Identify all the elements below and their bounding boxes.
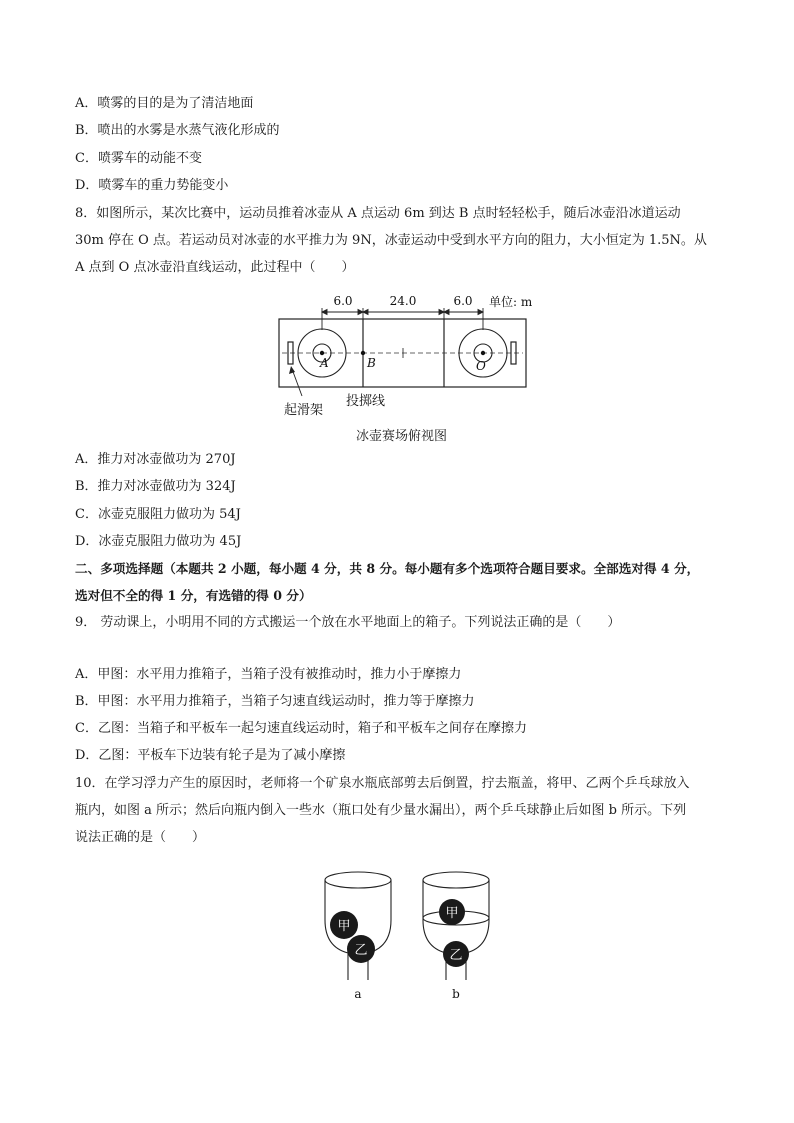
q9-option-c: C．乙图：当箱子和平板车一起匀速直线运动时，箱子和平板车之间存在摩擦力 <box>75 721 527 736</box>
point-o-label: O <box>476 359 486 373</box>
bottle-b-rim <box>423 872 489 888</box>
label-a: a <box>354 987 362 1001</box>
q9-option-d: D．乙图：平板车下边装有轮子是为了减小摩擦 <box>75 748 346 763</box>
q8-stem-line1: 8．如图所示，某次比赛中，运动员推着冰壶从 A 点运动 6m 到达 B 点时轻轻松手，随后冰壶沿冰道运动 <box>75 206 681 221</box>
ball-jia-b-label: 甲 <box>445 906 459 921</box>
q7-option-a: A．喷雾的目的是为了清洁地面 <box>75 96 254 111</box>
bottle-a <box>325 872 391 1001</box>
q9-option-b: B．甲图：水平用力推箱子，当箱子匀速直线运动时，推力等于摩擦力 <box>75 694 475 709</box>
q8-figure-caption: 冰壶赛场俯视图 <box>356 429 448 444</box>
section2-header-line2: 选对但不全的得 1 分，有选错的得 0 分） <box>75 588 312 603</box>
bottle-diagram <box>315 865 505 1005</box>
point-b-dot <box>361 351 365 355</box>
start-block-label: 起滑架 <box>284 403 324 418</box>
q10-stem-line1: 10．在学习浮力产生的原因时，老师将一个矿泉水瓶底部剪去后倒置，拧去瓶盖，将甲、乙两个乒乓球放入 <box>75 776 690 791</box>
start-pointer-head <box>289 366 295 374</box>
q7-option-d: D．喷雾车的重力势能变小 <box>75 178 229 193</box>
q9-option-a: A．甲图：水平用力推箱子，当箱子没有被推动时，推力小于摩擦力 <box>75 667 462 682</box>
q10-stem-line2: 瓶内，如图 a 所示；然后向瓶内倒入一些水（瓶口处有少量水漏出），两个乒乓球静止后如图 b 所示。下列 <box>75 803 687 818</box>
start-pointer-line <box>292 369 302 396</box>
q8-option-a: A．推力对冰壶做功为 270J <box>75 452 236 467</box>
label-b: b <box>452 987 460 1001</box>
ball-yi-b-label: 乙 <box>449 948 463 963</box>
q7-option-b: B．喷出的水雾是水蒸气液化形成的 <box>75 123 280 138</box>
point-b-label: B <box>367 356 376 370</box>
q10-stem-line3: 说法正确的是（ ） <box>75 830 206 845</box>
house-right-dot <box>481 351 485 355</box>
house-left-dot <box>320 351 324 355</box>
section2-header-line1: 二、多项选择题（本题共 2 小题，每小题 4 分，共 8 分。每小题有多个选项符合题目要求。全部选对得 4 分， <box>75 561 700 576</box>
q9-stem: 9． 劳动课上，小明用不同的方式搬运一个放在水平地面上的箱子。下列说法正确的是（ ） <box>75 615 621 630</box>
q8-stem-line2: 30m 停在 O 点。若运动员对冰壶的水平推力为 9N，冰壶运动中受到水平方向的阻力，大小恒定为 1.5N。从 <box>75 233 707 248</box>
unit-label: 单位: m <box>489 295 533 309</box>
dim-label-2: 24.0 <box>389 294 417 308</box>
ball-jia-a-label: 甲 <box>337 919 351 934</box>
curling-rink-diagram <box>270 290 550 420</box>
point-a-label: A <box>320 356 329 370</box>
ball-yi-a-label: 乙 <box>354 943 368 958</box>
q8-option-b: B．推力对冰壶做功为 324J <box>75 479 236 494</box>
bottle-b <box>423 872 489 1001</box>
q8-option-d: D．冰壶克服阻力做功为 45J <box>75 534 242 549</box>
dim-label-3: 6.0 <box>453 294 473 308</box>
throwing-line-label: 投掷线 <box>346 394 386 409</box>
bottle-a-rim <box>325 872 391 888</box>
q7-option-c: C．喷雾车的动能不变 <box>75 151 202 166</box>
q8-stem-line3: A 点到 O 点冰壶沿直线运动，此过程中（ ） <box>75 260 355 275</box>
q8-option-c: C．冰壶克服阻力做功为 54J <box>75 507 241 522</box>
dim-label-1: 6.0 <box>333 294 353 308</box>
